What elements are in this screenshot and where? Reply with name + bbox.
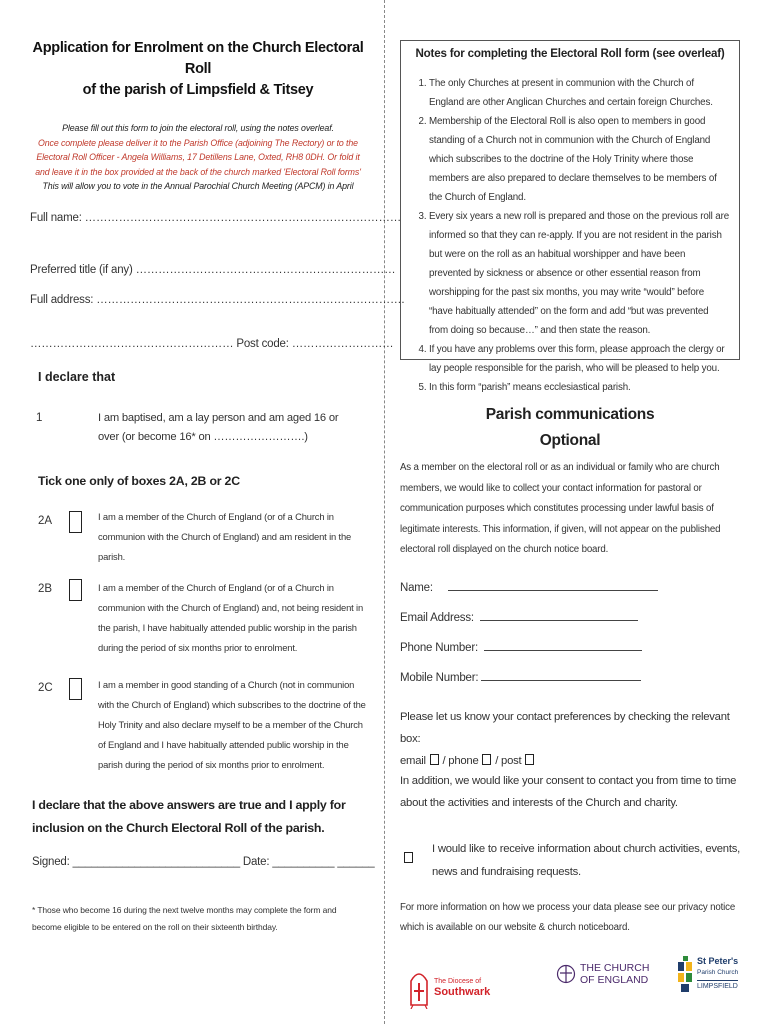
notes-and-communications xyxy=(400,40,740,998)
instruction-line-3: This will allow you to vote in the Annual Parochial Church Meeting (APCM) in April xyxy=(42,181,354,191)
option-2b-text: I am a member of the Church of England (or of a Church in communion with the Church of England) and, not being resident in the parish, I have habitually attended public worship in the parish during the period of six months prior to enrolment. xyxy=(98,582,364,653)
southwark-line-1: The Diocese of xyxy=(434,978,482,985)
pref-options xyxy=(400,750,740,772)
note-item: 2. Membership of the Electoral Roll is also open to members in good standing of a Church not in communion with the Church of England which subscribes to the doctrine of the Holy Trinity where those members are also prepared to declare themselves to be members of the Church of England. xyxy=(429,112,729,207)
coe-wordmark xyxy=(580,962,649,986)
pref-instruction: Please let us know your contact preferences by checking the relevant box: xyxy=(400,711,730,745)
enrolment-form xyxy=(30,38,405,932)
clause-1-text: I am baptised, am a lay person and am aged 16 or over (or become 16* on …………………….) xyxy=(98,412,339,443)
pref-phone-label: / phone xyxy=(442,755,479,767)
st-peters-line-2: Parish Church xyxy=(697,969,739,976)
form-instructions xyxy=(30,121,366,194)
note-item: 3. Every six years a new roll is prepared and those on the previous roll are informed so that they can re-apply. If you are not resident in the parish but were on the roll as an habitual worshipper and have been prevented by sickness or absence or other essential reason from worshipping for the past six months, you may write “would” before “have habitually attended” on the form and add “but was prevented from doing so because…” and then state the reason. xyxy=(429,207,729,340)
privacy-notice: For more information on how we process your data please see our privacy notice which is available on our website & church noticeboard. xyxy=(400,902,736,933)
notes-title: Notes for completing the Electoral Roll form (see overleaf) xyxy=(415,47,725,60)
phone-label: Phone Number: xyxy=(400,642,478,654)
st-peters-line-1: St Peter's xyxy=(697,956,739,966)
southwark-wordmark xyxy=(434,976,490,998)
st-peters-line-3: LIMPSFIELD xyxy=(697,980,738,992)
preferred-title-field[interactable]: Preferred title (if any) …………………………………………………………… xyxy=(30,264,396,276)
note-item: 5. In this form “parish” means ecclesiastical parish. xyxy=(429,378,729,397)
option-2b-checkbox[interactable] xyxy=(69,579,82,601)
notes-box xyxy=(400,40,740,393)
st-peters-wordmark xyxy=(697,956,738,992)
age-footnote: * Those who become 16 during the next twelve months may complete the form and become eligible to be entered on the roll on their sixteenth birthday. xyxy=(32,905,337,932)
option-2a-checkbox[interactable] xyxy=(69,511,82,533)
option-2c-checkbox[interactable] xyxy=(69,678,82,700)
phone-line xyxy=(484,638,642,651)
diocese-southwark-logo xyxy=(408,965,490,1009)
contact-preferences xyxy=(400,706,740,772)
option-2a-label: 2A xyxy=(38,515,53,527)
comms-email-field[interactable] xyxy=(400,608,638,624)
consent-intro: In addition, we would like your consent to contact you from time to time about the activities and interests of the Church and charity. xyxy=(400,775,737,809)
coe-cross-icon xyxy=(556,962,576,986)
pref-post-checkbox[interactable] xyxy=(525,754,534,765)
notes-list xyxy=(411,74,729,397)
st-peters-logo xyxy=(678,956,738,992)
option-2c-label: 2C xyxy=(38,682,53,694)
option-2c-text: I am a member in good standing of a Church (not in communion with the Church of England) which subscribes to the doctrine of the Holy Trinity and also declare myself to be a member of the Church of England and I have habitually attended public worship in the parish during the period of six months prior to enrolment. xyxy=(98,679,366,770)
delivery-instructions: Once complete please deliver it to the Parish Office (adjoining The Rectory) or to the Electoral Roll Officer - Angela Williams, 17 Detillens Lane, Oxted, RH8 0DH. Or fold it and leave it in the box provided at the back of the church marked 'Electoral Roll forms' xyxy=(35,137,361,177)
form-title xyxy=(30,38,366,101)
full-name-field[interactable]: Full name: ………………………………………………………………………… xyxy=(30,212,402,224)
clause-1-number: 1 xyxy=(36,412,43,424)
mitre-icon xyxy=(408,965,430,1009)
pref-post-label: / post xyxy=(495,755,522,767)
consent-text: I would like to receive information about church activities, events, news and fundraising requests. xyxy=(432,843,740,878)
option-2b-label: 2B xyxy=(38,583,53,595)
instruction-line-1: Please fill out this form to join the electoral roll, using the notes overleaf. xyxy=(62,123,334,133)
mobile-line xyxy=(481,668,641,681)
comms-phone-field[interactable] xyxy=(400,638,642,654)
comms-subtitle: Optional xyxy=(539,432,601,449)
coe-line-2: OF ENGLAND xyxy=(580,974,649,986)
st-peters-mark-icon xyxy=(678,956,694,992)
option-2a-text: I am a member of the Church of England (or of a Church in communion with the Church of England) and am resident in the parish. xyxy=(98,511,352,562)
comms-mobile-field[interactable] xyxy=(400,668,641,684)
church-of-england-logo xyxy=(556,962,649,986)
final-declaration: I declare that the above answers are true and I apply for inclusion on the Church Electoral Roll of the parish. xyxy=(32,798,346,835)
email-line xyxy=(480,608,638,621)
email-label: Email Address: xyxy=(400,612,474,624)
comms-intro: As a member on the electoral roll or as an individual or family who are church members, we would like to collect your contact information for pastoral or communication purposes which constitutes processing under lawful basis of legitimate interests. This information, if given, will not appear on the published electoral roll displayed on the church notice board. xyxy=(400,462,721,555)
title-line-2: of the parish of Limpsfield & Titsey xyxy=(82,82,314,98)
tick-instruction: Tick one only of boxes 2A, 2B or 2C xyxy=(38,474,240,488)
note-item: 1. The only Churches at present in communion with the Church of England are other Anglican Churches and certain foreign Churches. xyxy=(429,74,729,112)
declare-heading: I declare that xyxy=(38,370,116,384)
pref-email-label: email xyxy=(400,755,426,767)
pref-phone-checkbox[interactable] xyxy=(482,754,491,765)
name-line xyxy=(448,578,658,591)
comms-name-field[interactable] xyxy=(400,578,658,594)
note-item: 4. If you have any problems over this form, please approach the clergy or lay people responsible for the parish, who will be pleased to help you. xyxy=(429,340,729,378)
full-address-field[interactable]: Full address: ………………………………………………………………………. xyxy=(30,294,405,306)
title-line-1: Application for Enrolment on the Church Electoral Roll xyxy=(32,40,364,77)
consent-checkbox[interactable] xyxy=(404,852,413,863)
pref-email-checkbox[interactable] xyxy=(430,754,439,765)
name-label: Name: xyxy=(400,582,433,594)
signature-date-field[interactable]: Signed: ___________________________ Date: __________ ______ xyxy=(32,856,375,868)
southwark-line-2: Southwark xyxy=(434,986,491,998)
post-code-field[interactable]: ……………………………………………… Post code: ……………………… xyxy=(30,338,394,350)
comms-title: Parish communications xyxy=(485,406,655,423)
mobile-label: Mobile Number: xyxy=(400,672,479,684)
coe-line-1: THE CHURCH xyxy=(580,962,650,974)
fold-line xyxy=(384,0,385,1024)
